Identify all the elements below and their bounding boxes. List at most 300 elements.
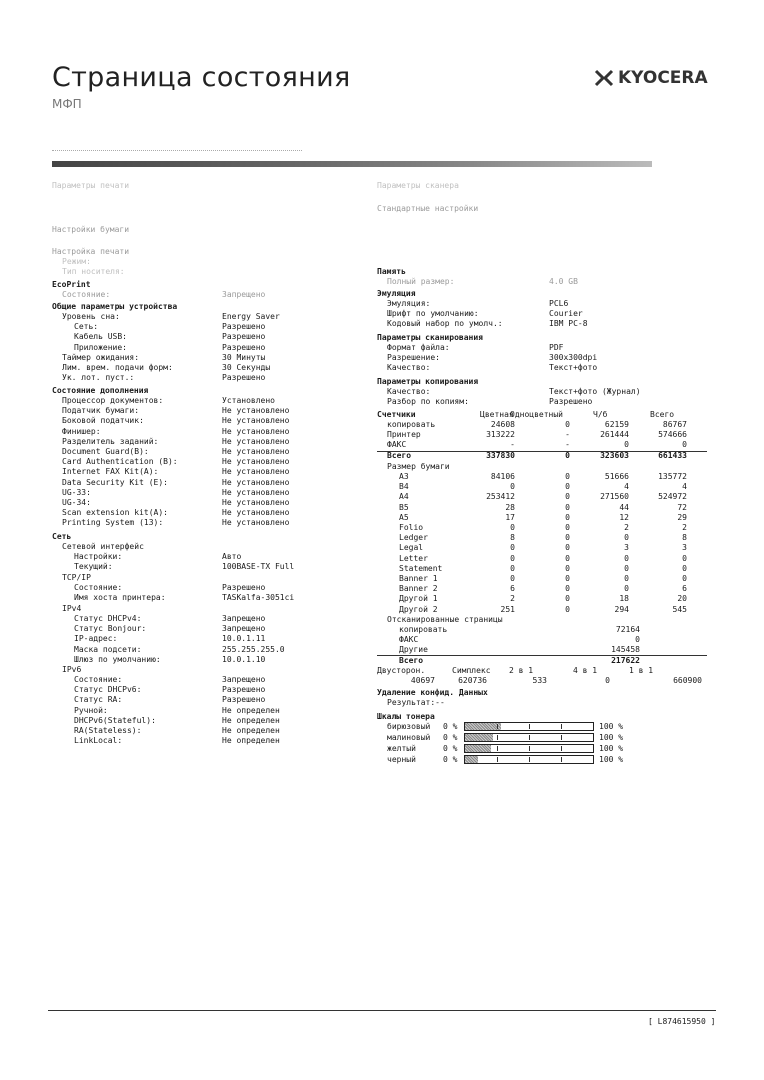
section-heading: Сеть	[52, 532, 72, 541]
label: Настройки:	[74, 552, 123, 561]
options-row	[52, 498, 352, 508]
label: UG-33:	[62, 487, 91, 497]
value: Разрешено	[222, 583, 266, 592]
counter-label: Всего	[387, 451, 412, 460]
ipv4-row	[52, 614, 352, 624]
footer-line	[48, 1010, 716, 1011]
scanned-label: копировать	[399, 625, 448, 634]
paper-row	[377, 482, 717, 492]
counter-value: 0	[682, 440, 687, 450]
paper-label: Legal	[399, 543, 424, 553]
general-heading	[52, 302, 352, 312]
column-header: Всего	[650, 410, 675, 419]
section-heading: Параметры копирования	[377, 377, 479, 386]
counter-value: 135772	[658, 472, 687, 481]
value: Запрещено	[222, 290, 266, 299]
label: Internet FAX Kit(A):	[62, 467, 159, 477]
toner-bar	[464, 733, 594, 742]
iface-row	[52, 552, 352, 562]
counter-value: 0	[565, 543, 570, 553]
value: Запрещено	[222, 675, 266, 684]
general-row	[52, 343, 352, 353]
counter-value: 44	[619, 502, 629, 512]
paper-row	[377, 594, 717, 604]
memory-row	[377, 277, 717, 287]
counter-value: 8	[510, 533, 515, 543]
counter-value: 574666	[658, 430, 687, 440]
emulation-row	[377, 309, 717, 319]
counter-value: 24608	[490, 420, 515, 429]
counter-value: 0	[565, 553, 570, 563]
toner-min: 0 %	[443, 744, 458, 753]
subheading: TCP/IP	[62, 573, 91, 582]
scanned-value: 0	[635, 635, 640, 645]
label: Статус RA:	[74, 695, 123, 705]
erase-result: Результат:--	[387, 698, 445, 707]
value: Не определен	[222, 705, 280, 715]
counter-value: -	[510, 440, 515, 450]
counter-value: 4	[682, 482, 687, 492]
counter-value: 0	[510, 563, 515, 573]
ipv6-row	[52, 706, 352, 716]
counter-value: 6	[510, 584, 515, 594]
counter-value: 2	[682, 523, 687, 532]
options-row	[52, 478, 352, 488]
label: Статус DHCPv6:	[74, 685, 142, 695]
label: Ук. лот. пуст.:	[62, 373, 135, 383]
counters-rule	[377, 451, 707, 452]
subheading: Сетевой интерфейс	[62, 542, 144, 551]
label: Кабель USB:	[74, 332, 127, 342]
general-row	[52, 312, 352, 322]
scanned-label: Другие	[399, 645, 428, 655]
section-heading: Память	[377, 267, 406, 276]
toner-min: 0 %	[443, 733, 458, 742]
label: Разделитель заданий:	[62, 436, 159, 446]
faded-row	[52, 267, 352, 277]
value: Energy Saver	[222, 312, 280, 321]
faded-heading: Настройки бумаги	[52, 225, 130, 234]
scan-row	[377, 343, 717, 353]
counter-value: 51666	[604, 472, 629, 481]
label: Таймер ожидания:	[62, 352, 140, 362]
paper-label: Banner 2	[399, 584, 438, 594]
toner-tick	[497, 724, 498, 729]
value: 30 Секунды	[222, 363, 271, 372]
counter-value: 2	[624, 523, 629, 532]
ipv4-row	[52, 634, 352, 644]
duplex-value: 620736	[458, 676, 487, 685]
column-header: Цветная	[480, 410, 514, 419]
column-header: Одноцветный	[510, 410, 563, 419]
counter-value: 86767	[662, 420, 687, 429]
counter-value: 0	[565, 584, 570, 594]
label: Состояние:	[74, 675, 123, 684]
scanned-value: 217622	[611, 656, 640, 665]
copy-row	[377, 387, 717, 397]
label: Статус DHCPv4:	[74, 614, 142, 623]
value: 255.255.255.0	[222, 644, 285, 654]
counter-value: 0	[624, 440, 629, 450]
label: Состояние:	[74, 583, 123, 592]
label: Качество:	[387, 363, 431, 373]
scanned-label: Всего	[399, 656, 424, 665]
faded-row	[52, 225, 352, 235]
label: Процессор документов:	[62, 396, 164, 405]
ipv4-row	[52, 624, 352, 634]
counter-label: копировать	[387, 420, 436, 429]
label: Шрифт по умолчанию:	[387, 309, 479, 319]
ipv6-row	[52, 716, 352, 726]
label: Шлюз по умолчанию:	[74, 654, 161, 664]
toner-min: 0 %	[443, 722, 458, 731]
counter-value: 0	[565, 523, 570, 532]
label: Card Authentication (B):	[62, 457, 178, 467]
label: Кодовый набор по умолч.:	[387, 319, 503, 329]
value: PCL6	[549, 299, 569, 308]
counter-value: 0	[565, 482, 570, 492]
label: UG-34:	[62, 498, 91, 507]
paper-label: Ledger	[399, 533, 428, 543]
duplex-header: 1 в 1	[629, 666, 654, 675]
value: Запрещено	[222, 624, 266, 634]
toner-name: бирюзовый	[387, 722, 431, 731]
section-heading: EcoPrint	[52, 280, 91, 289]
toner-fill	[465, 734, 493, 741]
counter-value: -	[565, 440, 570, 450]
value: Не установлено	[222, 457, 290, 467]
tcpip-heading	[52, 573, 352, 583]
value: Запрещено	[222, 614, 266, 623]
counter-value: 0	[624, 584, 629, 594]
label: Сеть:	[74, 322, 99, 332]
paper-row	[377, 513, 717, 523]
scanned-row	[377, 635, 717, 645]
counter-value: 0	[565, 604, 570, 614]
duplex-value-row	[377, 676, 717, 686]
counter-value: 28	[505, 502, 515, 512]
value: Текст+фото (Журнал)	[549, 387, 641, 396]
counters-header-row	[377, 410, 717, 420]
duplex-header-row	[377, 666, 717, 676]
tcpip-row	[52, 583, 352, 593]
label: Боковой податчик:	[62, 416, 144, 426]
section-heading: Счетчики	[377, 410, 416, 419]
memory-heading	[377, 267, 717, 277]
logo-text: KYOCERA	[618, 68, 708, 88]
value: Не установлено	[222, 416, 290, 426]
value: Разрешено	[222, 695, 266, 705]
label: Текущий:	[74, 562, 113, 572]
value: 4.0 GB	[549, 277, 578, 286]
duplex-header: 2 в 1	[509, 666, 534, 675]
paper-row	[377, 543, 717, 553]
options-row	[52, 518, 352, 528]
faded-heading: Стандартные настройки	[377, 204, 479, 213]
paper-row	[377, 533, 717, 543]
options-heading	[52, 386, 352, 396]
toner-fill	[465, 723, 501, 730]
paper-row	[377, 564, 717, 574]
label: DHCPv6(Stateful):	[74, 715, 156, 725]
counter-value: 4	[624, 482, 629, 492]
counter-value: 323603	[600, 451, 629, 460]
value: Не определен	[222, 715, 280, 725]
subheading: Размер бумаги	[387, 462, 450, 471]
counter-value: 251	[500, 604, 515, 614]
subheading: IPv4	[62, 604, 82, 613]
duplex-value: 0	[605, 676, 610, 685]
value: PDF	[549, 343, 564, 352]
value: Не установлено	[222, 467, 290, 477]
counter-value: 72	[677, 502, 687, 512]
counter-value: 18	[619, 594, 629, 604]
counter-value: 337830	[486, 451, 515, 460]
label: Финишер:	[62, 426, 101, 436]
value: Не определен	[222, 726, 280, 735]
scanned-heading	[377, 615, 717, 625]
label: Приложение:	[74, 342, 127, 352]
counter-value: 0	[624, 574, 629, 583]
toner-max: 100 %	[599, 722, 624, 731]
value: Разрешено	[222, 373, 266, 383]
scanned-row	[377, 625, 717, 635]
toner-tick	[529, 746, 530, 751]
counter-value: 0	[624, 563, 629, 573]
value: Не установлено	[222, 487, 290, 497]
general-row	[52, 322, 352, 332]
toner-tick	[561, 757, 562, 762]
paper-label: B4	[399, 482, 409, 492]
paper-heading	[377, 462, 717, 472]
counter-value: 661433	[658, 451, 687, 460]
counter-value: 253412	[486, 492, 515, 502]
value: Не установлено	[222, 518, 290, 528]
faded-row	[52, 257, 352, 267]
label: Качество:	[387, 387, 431, 396]
counter-value: 0	[510, 523, 515, 532]
section-heading: Эмуляция	[377, 289, 416, 298]
ecoprint-state-row	[52, 290, 352, 300]
options-row	[52, 508, 352, 518]
value: Разрешено	[222, 322, 266, 332]
counter-value: 0	[624, 553, 629, 563]
counter-row	[377, 430, 717, 440]
label: Лим. врем. подачи форм:	[62, 363, 173, 372]
paper-row	[377, 554, 717, 564]
label: IP-адрес:	[74, 634, 118, 644]
serial-number: [ L874615950 ]	[648, 1017, 716, 1026]
paper-row	[377, 472, 717, 482]
label: Разрешение:	[387, 353, 440, 363]
value: Разрешено	[222, 685, 266, 695]
ipv4-row	[52, 645, 352, 655]
ipv6-row	[52, 726, 352, 736]
section-heading: Общие параметры устройства	[52, 302, 178, 311]
paper-label: A4	[399, 492, 409, 502]
label: Printing System (13):	[62, 518, 164, 528]
kyocera-logo	[594, 68, 708, 88]
label: Document Guard(B):	[62, 447, 149, 456]
label: Scan extension kit(A):	[62, 508, 168, 518]
erase-result-row	[377, 698, 717, 708]
duplex-header: 4 в 1	[573, 666, 598, 675]
label: Маска подсети:	[74, 644, 142, 654]
paper-label: Letter	[399, 553, 428, 563]
ecoprint-heading	[52, 280, 352, 290]
counter-value: 0	[510, 553, 515, 563]
toner-max: 100 %	[599, 744, 624, 753]
counter-value: 3	[624, 543, 629, 553]
duplex-value: 533	[532, 676, 547, 685]
value: Courier	[549, 309, 583, 319]
toner-name: желтый	[387, 744, 416, 753]
general-row	[52, 353, 352, 363]
ipv6-row	[52, 685, 352, 695]
faded-heading: Параметры сканера	[377, 181, 459, 190]
value: 100BASE-TX Full	[222, 562, 295, 572]
toner-tick	[497, 757, 498, 762]
subheading: IPv6	[62, 665, 82, 674]
toner-tick	[561, 746, 562, 751]
toner-name: черный	[387, 755, 416, 764]
paper-row	[377, 574, 717, 584]
toner-min: 0 %	[443, 755, 458, 764]
general-row	[52, 373, 352, 383]
label: Формат файла:	[387, 343, 450, 352]
faded-label: Тип носителя:	[62, 267, 125, 276]
counter-value: 0	[510, 482, 515, 492]
label: Data Security Kit (E):	[62, 477, 168, 487]
toner-tick	[529, 735, 530, 740]
value: Установлено	[222, 396, 275, 405]
scanned-value: 72164	[615, 625, 640, 634]
value: 10.0.1.11	[222, 634, 266, 644]
counter-value: 313222	[486, 430, 515, 440]
page-subtitle: МФП	[52, 97, 82, 111]
value: Не установлено	[222, 426, 290, 436]
counter-value: 6	[682, 584, 687, 594]
counter-total-row	[377, 451, 717, 461]
toner-bar	[464, 744, 594, 753]
paper-row	[377, 605, 717, 615]
section-heading: Состояние дополнения	[52, 386, 149, 395]
counter-label: Принтер	[387, 430, 421, 440]
value: IBM PC-8	[549, 319, 588, 329]
counter-value: 0	[682, 574, 687, 583]
counter-value: 0	[682, 563, 687, 573]
counter-value: -	[565, 430, 570, 440]
value: Разрешено	[222, 342, 266, 352]
toner-heading	[377, 712, 717, 722]
label: LinkLocal:	[74, 736, 123, 746]
counter-value: 62159	[604, 420, 629, 429]
toner-bar	[464, 722, 594, 731]
options-row	[52, 416, 352, 426]
iface-row	[52, 562, 352, 572]
ipv6-heading	[52, 665, 352, 675]
label: Полный размер:	[387, 277, 455, 286]
counter-value: 0	[565, 533, 570, 543]
faded-heading: Настройка печати	[52, 247, 130, 256]
counter-value: 294	[614, 604, 629, 614]
scan-row	[377, 363, 717, 373]
faded-row	[377, 204, 717, 214]
counter-value: 0	[565, 492, 570, 502]
value: TASKalfa-3051ci	[222, 593, 295, 603]
options-row	[52, 396, 352, 406]
value: Разрешено	[549, 397, 593, 407]
scan-row	[377, 353, 717, 363]
label: Состояние:	[62, 290, 111, 299]
paper-row	[377, 523, 717, 533]
duplex-value: 40697	[410, 676, 435, 685]
erase-heading	[377, 688, 717, 698]
options-row	[52, 488, 352, 498]
toner-tick	[561, 735, 562, 740]
label: Статус Bonjour:	[74, 624, 147, 634]
iface-heading	[52, 542, 352, 552]
toner-tick	[561, 724, 562, 729]
value: 30 Минуты	[222, 352, 266, 362]
counter-value: 84106	[490, 472, 515, 481]
subheading: Отсканированные страницы	[387, 615, 503, 624]
paper-row	[377, 584, 717, 594]
section-heading: Удаление конфид. Данных	[377, 688, 488, 697]
options-row	[52, 457, 352, 467]
toner-fill	[465, 745, 491, 752]
value: Не установлено	[222, 498, 290, 507]
faded-row	[52, 181, 352, 191]
toner-name: малиновый	[387, 733, 431, 742]
counter-value: 261444	[600, 430, 629, 440]
ipv6-row	[52, 695, 352, 705]
counter-value: 0	[565, 594, 570, 604]
counter-value: 0	[565, 451, 570, 460]
options-row	[52, 467, 352, 477]
options-row	[52, 406, 352, 416]
options-row	[52, 427, 352, 437]
counter-value: 0	[565, 472, 570, 481]
scanned-value: 145458	[611, 645, 640, 655]
toner-max: 100 %	[599, 733, 624, 742]
label: Податчик бумаги:	[62, 406, 140, 416]
section-heading: Шкалы тонера	[377, 712, 435, 721]
label: Ручной:	[74, 705, 108, 715]
faded-row	[377, 181, 717, 191]
toner-fill	[465, 756, 478, 763]
duplex-header: Симплекс	[452, 666, 491, 675]
value: 300x300dpi	[549, 353, 598, 363]
value: Не установлено	[222, 477, 290, 487]
emulation-heading	[377, 289, 717, 299]
page-title: Страница состояния	[52, 62, 351, 93]
faded-row	[52, 247, 352, 257]
label: Эмуляция:	[387, 299, 431, 308]
counter-value: 29	[677, 512, 687, 522]
toner-tick	[497, 735, 498, 740]
value: Разрешено	[222, 332, 266, 342]
counter-value: 0	[565, 420, 570, 429]
duplex-header: Двусторон.	[377, 666, 426, 675]
label: Имя хоста принтера:	[74, 593, 166, 603]
copy-row	[377, 397, 717, 407]
counter-value: 524972	[658, 492, 687, 502]
header-bar	[52, 161, 652, 167]
scan-heading	[377, 333, 717, 343]
counter-label: ФАКС	[387, 440, 407, 450]
general-row	[52, 363, 352, 373]
